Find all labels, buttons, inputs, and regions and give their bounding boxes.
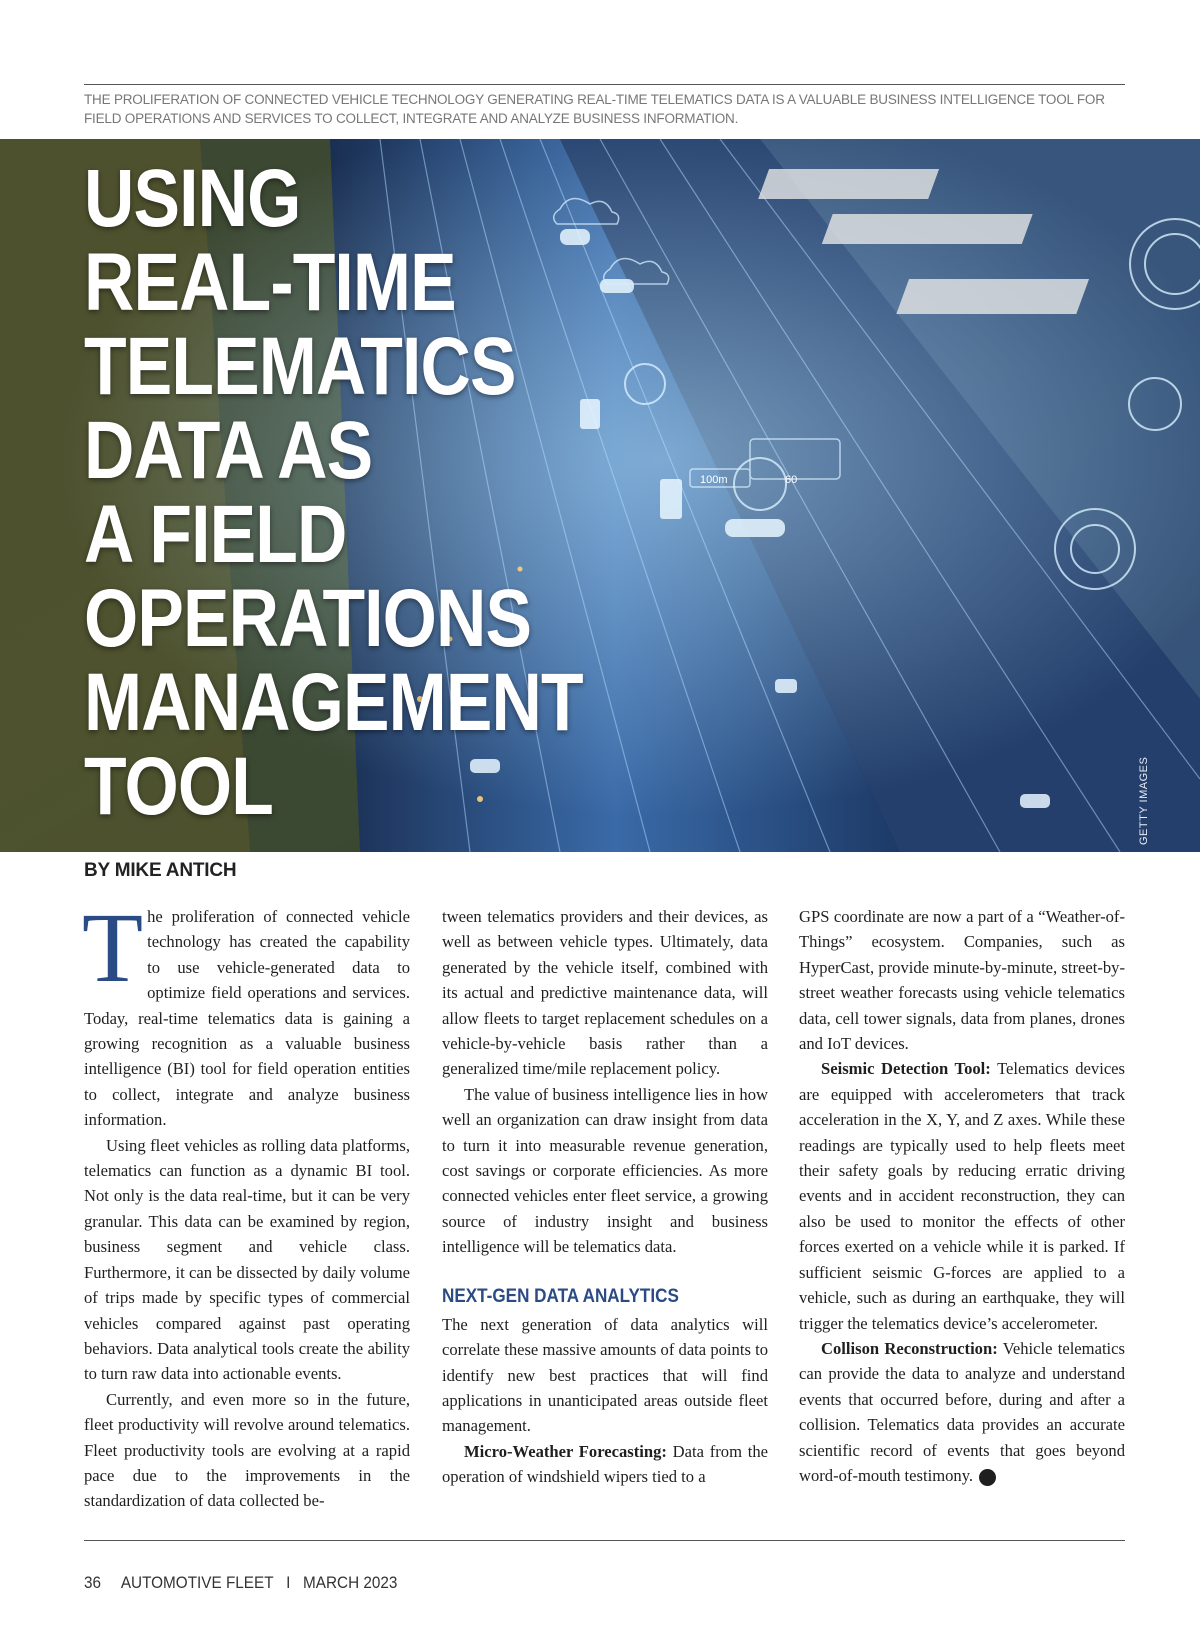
paragraph: The next generation of data analytics will correlate these massive amounts of data points to identify new best practices that will find applications in unanticipated areas outside fleet management. [442,1314,768,1436]
headline-line: DATA AS [84,405,373,496]
page-number: 36 [84,1573,102,1592]
paragraph [442,1439,768,1490]
article-column-2 [442,904,768,1490]
byline: BY MIKE ANTICH [84,860,237,881]
end-mark-icon: AF [979,1469,996,1486]
section-heading: NEXT-GEN DATA ANALYTICS [442,1285,679,1307]
headline-line: REAL-TIME [84,237,456,328]
headline-line: TELEMATICS [84,321,516,412]
lead-in: Micro-Weather Forecasting: [464,1441,667,1461]
headline-line: TOOL [84,741,273,832]
headline-line: A FIELD [84,489,347,580]
paragraph [799,1336,1125,1488]
paragraph [82,892,410,1133]
paragraph: GPS coordinate are now a part of a “Weather-of-Things” ecosystem. Companies, such as HyperCast, provide minute-by-minute, street-by-street weather forecasts using vehicle telematics data, cell tower signals, data from planes, drones and IoT devices. [799,907,1125,1054]
paragraph: Using fleet vehicles as rolling data platforms, telematics can function as a dynamic BI tool. Not only is the data real-time, but it can be very granular. This data can be examined by region, business segment and vehicle class. Furthermore, it can be dissected by daily volume of trips made by specific types of commercial vehicles compared against past operating behaviors. Data analytical tools create the ability to turn raw data into actionable events. [84,1135,410,1384]
hud-speed: 60 [785,474,798,486]
footer-separator: I [286,1573,291,1592]
headline-line: OPERATIONS [84,573,532,664]
paragraph: Currently, and even more so in the future, fleet productivity will revolve around telematics. Fleet productivity tools are evolving at a rapid pace due to the improvements in the standardization of data collected be- [84,1389,410,1511]
photo-credit: GETTY IMAGES [1138,756,1150,845]
hero-image [0,139,1200,852]
drop-cap: T [82,892,144,1003]
bottom-rule [84,1540,1125,1541]
paragraph-text: Telematics devices are equipped with accelerometers that track acceleration in the X, Y, and Z axes. While these readings are typically used to help fleets meet their safety goals by reducing erratic driving events and in accident reconstruction, they can also be used to monitor the effects of other forces exerted on a vehicle while it is parked. If sufficient seismic G-forces are applied to a vehicle, such as during an earthquake, they will trigger the telematics device’s accelerometer. [799,1059,1126,1333]
headline-line: MANAGEMENT [84,657,583,748]
photo-caption: THE PROLIFERATION OF CONNECTED VEHICLE TECHNOLOGY GENERATING REAL-TIME TELEMATICS DATA IS A VALUABLE BUSINESS INTELLIGENCE TOOL FOR FIELD OPERATIONS AND SERVICES TO COLLECT, INTEGRATE AND ANALYZE BUSINESS INFORMATION. [84,92,1105,126]
article-column-3 [799,904,1125,1488]
top-rule [84,84,1125,85]
headline-line: USING [84,153,301,244]
headline [84,153,583,832]
paragraph: The value of business intelligence lies in how well an organization can draw insight from data to turn it into measurable revenue generation, cost savings or corporate efficiencies. As more connected vehicles enter fleet service, a growing source of industry insight and business intelligence will be telematics data. [442,1084,768,1257]
page-footer [84,1573,397,1593]
hud-distance: 100m [700,474,728,486]
issue-date: MARCH 2023 [303,1573,398,1592]
article-column-1 [82,892,410,1514]
paragraph-text: Vehicle telematics can provide the data to analyze and understand events that occurred before, during and after a collision. Telematics data provides an accurate scientific record of events that goes beyond word-of-mouth testimony. [799,1338,1125,1485]
lead-in: Seismic Detection Tool: [821,1059,991,1079]
lead-in: Collison Reconstruction: [821,1338,998,1358]
paragraph-text: Data from the operation of windshield wipers tied to a [442,1441,768,1487]
paragraph [799,1056,1125,1335]
paragraph: tween telematics providers and their devices, as well as between vehicle types. Ultimately, data generated by the vehicle itself, combined with its actual and predictive maintenance data, will allow fleets to target replacement schedules on a vehicle-by-vehicle basis rather than a generalized time/mile replacement policy. [442,907,768,1079]
paragraph-text: he proliferation of connected vehicle technology has created the capability to use vehicle-generated data to optimize field operations and services. Today, real-time telematics data is gaining a growing recognition as a valuable business intelligence (BI) tool for field operation entities to collect, integrate and analyze business information. [84,907,410,1130]
publication-name: AUTOMOTIVE FLEET [120,1573,274,1592]
